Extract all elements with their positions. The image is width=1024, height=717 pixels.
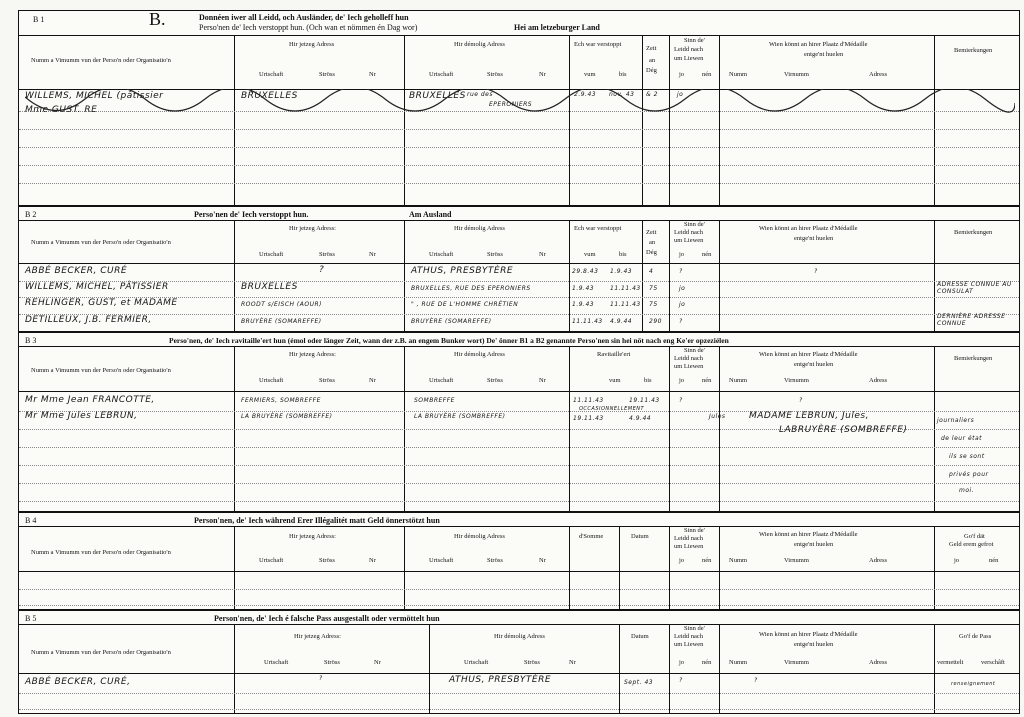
b1-row-zeit: & 2 (646, 91, 658, 98)
header-nen: nén (702, 71, 712, 78)
header-jo: jo (954, 557, 960, 564)
section-title: Person'nen, de' Iech é falsche Pass ausgestallt oder vermöttelt hun (214, 614, 440, 623)
header-numm: Numm (729, 659, 748, 666)
header-vermettelt: vermettelt (937, 659, 964, 666)
b2-row-note: DERNIÈRE ADRESSE CONNUE (937, 313, 1006, 327)
b3-row-note: moi. (959, 487, 975, 494)
b3-row-vum-2: 19.11.43 (573, 415, 604, 422)
section-b2 (18, 206, 1020, 332)
b2-row-addr-then: BRUYÈRE (SOMAREFFE) (411, 318, 492, 325)
b3-row-note: journaliers (937, 417, 975, 424)
section-letter: B. (149, 9, 166, 29)
b2-row-vum: 1.9.43 (572, 285, 595, 292)
header-virnumm: Virnumm (784, 71, 809, 78)
header-bis: bis (619, 71, 627, 78)
section-b1 (18, 10, 1020, 206)
section-title: Donnéen iwer all Leidd, och Ausländer, de' Iech geholleff hun (199, 13, 409, 22)
section-id: B 5 (25, 614, 37, 623)
header-medal-sub: entge'nt huelen (794, 641, 834, 648)
b2-row-addr-then: ATHUS, PRESBYTÈRE (411, 266, 514, 276)
b2-row-zeit: 4 (649, 268, 654, 275)
b2-row-zeit: 290 (649, 318, 662, 325)
header-sinn: Sinn de' (684, 37, 705, 44)
header-stross: Ströss (319, 71, 335, 78)
b3-row-addr-now-2: LA BRUYÈRE (SOMBREFFE) (241, 413, 333, 420)
b2-row-zeit: 75 (649, 301, 658, 308)
header-zeit: Zeit (646, 45, 657, 52)
header-liewen: um Liewen (674, 543, 704, 550)
b2-row-bis: 11.11.43 (610, 285, 641, 292)
header-nen: nén (702, 557, 712, 564)
header-leidd: Leidd nach (674, 355, 704, 362)
header-vum: vum (584, 251, 596, 258)
header-adress: Adress (869, 557, 888, 564)
b1-row-addr-then: BRUXELLES (409, 91, 466, 101)
b2-row-addr-now: BRUYÈRE (SOMAREFFE) (241, 318, 322, 325)
b2-row-jo: jo (679, 301, 686, 308)
b3-row-addr-then: SOMBREFFE (414, 397, 455, 404)
b2-row-name: DETILLEUX, J.B. FERMIER, (25, 315, 152, 325)
header-sinn: Sinn de' (684, 527, 705, 534)
header-name: Numm a Vimumm vun der Perso'n oder Organisatio'n (31, 549, 171, 556)
header-nr: Nr (369, 71, 376, 78)
header-medal: Wien könnt an hirer Plaatz d'Médaille (759, 225, 858, 232)
header-jo: jo (679, 251, 685, 258)
b3-row-vum: 11.11.43 (573, 397, 604, 404)
header-urtschaft: Urtschaft (264, 659, 289, 666)
strike-wave (25, 89, 1015, 123)
b3-row-medal: MADAME LEBRUN, Jules, (749, 411, 869, 421)
b1-row-vum: 2.9.43 (574, 91, 597, 98)
b3-row-medal-q: ? (799, 397, 803, 404)
header-stross: Ströss (487, 251, 503, 258)
b2-row-name: REHLINGER, GUST, et MADAME (25, 298, 178, 308)
header-gof: Go'f dät (964, 533, 985, 540)
b2-row-addr-then: BRUXELLES, RUE DES EPERONIERS (411, 285, 531, 292)
header-urtschaft: Urtschaft (259, 71, 284, 78)
header-zeit: Zeit (646, 229, 657, 236)
header-an: an (649, 57, 656, 64)
header-name: Numm a Vimumm vun der Perso'n oder Organisatio'n (31, 239, 171, 246)
b5-row-pass: renseignement (951, 681, 996, 687)
b3-row-addr-then-2: LA BRUYÈRE (SOMBREFFE) (414, 413, 506, 420)
header-nr: Nr (539, 71, 546, 78)
header-liewen: um Liewen (674, 237, 704, 244)
section-b5 (18, 610, 1020, 714)
section-id: B 2 (25, 210, 37, 219)
header-virnumm: Virnumm (784, 659, 809, 666)
b2-row-vum: 11.11.43 (572, 318, 603, 325)
header-ravitailleert: Ravitaille'ert (597, 351, 631, 358)
b2-row-jo: ? (679, 268, 683, 275)
header-jo: jo (679, 377, 685, 384)
section-subtitle-land: Hei am letzeburger Land (514, 23, 600, 32)
header-jo: jo (679, 659, 685, 666)
header-adress: Adress (869, 71, 888, 78)
header-sinn: Sinn de' (684, 625, 705, 632)
b3-row-note: de leur état (941, 435, 983, 442)
header-vum: vum (584, 71, 596, 78)
header-vum: vum (609, 377, 621, 384)
b2-row-bis: 4.9.44 (610, 318, 633, 325)
header-addr-then: Hir démolig Adress (454, 41, 505, 48)
b3-row-name: Mr Mme Jean FRANCOTTE, (25, 395, 155, 405)
header-urtschaft: Urtschaft (464, 659, 489, 666)
header-addr-now: Hir jetzeg Adress: (289, 351, 336, 358)
header-medal-sub: entge'nt huelen (794, 541, 834, 548)
header-bis: bis (644, 377, 652, 384)
header-name: Numm a Vimumm vun der Perso'n oder Organisatio'n (31, 649, 171, 656)
b1-row-jo: jo (677, 91, 684, 98)
header-an: an (649, 239, 656, 246)
header-urtschaft: Urtschaft (259, 557, 284, 564)
header-pass: Go'f de Pass (959, 633, 992, 640)
b1-row-addr-then-note-2: EPERONIERS (489, 101, 533, 108)
header-nr: Nr (369, 251, 376, 258)
header-bemierkungen: Bemierkungen (954, 355, 993, 362)
b1-row-addr-now: BRUXELLES (241, 91, 298, 101)
header-medal: Wien könnt an hirer Plaatz d'Médaille (759, 631, 858, 638)
b2-row-bis: 1.9.43 (610, 268, 633, 275)
header-verstoppt: Ech war verstoppt (574, 41, 622, 48)
b2-row-note: ADRESSE CONNUE AU CONSULAT (937, 281, 1012, 295)
header-sinn: Sinn de' (684, 347, 705, 354)
b5-row-addr-then: ATHUS, PRESBYTÈRE (449, 675, 552, 685)
section-title-abroad: Am Ausland (409, 210, 452, 219)
header-urtschaft: Urtschaft (429, 557, 454, 564)
header-deg: Dég (646, 67, 657, 74)
b3-row-addr-now: FERMIERS, SOMBREFFE (241, 397, 321, 404)
header-addr-now: Hir jetzeg Adress: (294, 633, 341, 640)
b3-row-medal-2: LABRUYÈRE (SOMBREFFE) (779, 425, 908, 435)
header-numm: Numm (729, 377, 748, 384)
header-deg: Dég (646, 249, 657, 256)
header-sinn: Sinn de' (684, 221, 705, 228)
header-medal: Wien könnt an hirer Plaatz d'Médaille (769, 41, 868, 48)
header-jo: jo (679, 71, 685, 78)
header-addr-then: Hir démolig Adress (494, 633, 545, 640)
header-nr: Nr (539, 251, 546, 258)
header-adress: Adress (869, 377, 888, 384)
section-id: B 1 (33, 15, 45, 24)
b5-row-datum: Sept. 43 (624, 679, 654, 686)
header-nr: Nr (539, 557, 546, 564)
header-nr: Nr (369, 377, 376, 384)
header-addr-then: Hir démolig Adress (454, 533, 505, 540)
section-id: B 3 (25, 336, 37, 345)
header-bemierkungen: Bemierkungen (954, 47, 993, 54)
header-nen: nén (702, 659, 712, 666)
b2-row-medal: ? (814, 268, 818, 275)
header-stross: Ströss (524, 659, 540, 666)
b5-row-jo: ? (679, 677, 683, 684)
section-title: Person'nen, de' Iech während Erer Illégalitét matt Geld önnerstötzt hun (194, 516, 440, 525)
header-urtschaft: Urtschaft (259, 251, 284, 258)
header-jo: jo (679, 557, 685, 564)
b2-row-name: ABBÉ BECKER, CURÉ (25, 266, 128, 276)
b1-row-bis: nov. 43 (609, 91, 635, 98)
b2-row-vum: 29.8.43 (572, 268, 599, 275)
header-medal: Wien könnt an hirer Plaatz d'Médaille (759, 531, 858, 538)
header-liewen: um Liewen (674, 55, 704, 62)
header-datum: Datum (631, 633, 649, 640)
header-addr-now: Hir jetzeg Adress: (289, 533, 336, 540)
header-medal-sub: entge'nt huelen (804, 51, 844, 58)
header-dsomme: d'Somme (579, 533, 604, 540)
header-verstoppt: Ech war verstoppt (574, 225, 622, 232)
header-stross: Ströss (487, 557, 503, 564)
header-liewen: um Liewen (674, 363, 704, 370)
header-liewen: um Liewen (674, 641, 704, 648)
header-urtschaft: Urtschaft (429, 251, 454, 258)
b1-row-name-2: Mme GUST. RE (25, 105, 98, 115)
header-nen: nén (989, 557, 999, 564)
header-bis: bis (619, 251, 627, 258)
header-stross: Ströss (319, 251, 335, 258)
header-stross: Ströss (487, 377, 503, 384)
header-bemierkungen: Bemierkungen (954, 229, 993, 236)
header-addr-then: Hir démolig Adress (454, 225, 505, 232)
header-nr: Nr (369, 557, 376, 564)
header-stross: Ströss (319, 377, 335, 384)
b3-row-vum-note: OCCASIONNELLEMENT (579, 406, 645, 412)
header-verschaft: verschâft (981, 659, 1005, 666)
header-urtschaft: Urtschaft (429, 377, 454, 384)
header-addr-then: Hir démolig Adress (454, 351, 505, 358)
section-title: Perso'nen, de' Iech ravitaille'ert hun (émol oder länger Zeit, wann der z.B. an engem Bunker wort) De' önner B1 a B2 genannte Perso'nen sin hei nöt nach eng Ke'er opzeziélen (169, 336, 729, 345)
b5-row-medal: ? (754, 677, 758, 684)
header-virnumm: Virnumm (784, 377, 809, 384)
b3-row-note: ils se sont (949, 453, 985, 460)
b3-row-jo: ? (679, 397, 683, 404)
b5-row-addr-now: ? (319, 675, 323, 682)
section-subtitle: Perso'nen de' Iech verstoppt hun. (Och wan et nömmen én Dag wor) (199, 23, 418, 32)
header-leidd: Leidd nach (674, 535, 704, 542)
header-numm: Numm (729, 71, 748, 78)
header-addr-now: Hir jetzeg Adress (289, 41, 335, 48)
b2-row-addr-now: ? (319, 265, 325, 275)
header-medal-sub: entge'nt huelen (794, 361, 834, 368)
header-numm: Numm (729, 557, 748, 564)
header-stross: Ströss (487, 71, 503, 78)
header-nr: Nr (374, 659, 381, 666)
header-nen: nén (702, 251, 712, 258)
header-medal: Wien könnt an hirer Plaatz d'Médaille (759, 351, 858, 358)
b2-row-name: WILLEMS, MICHEL, PÂTISSIER (25, 282, 169, 292)
header-stross: Ströss (324, 659, 340, 666)
header-datum: Datum (631, 533, 649, 540)
b2-row-jo: ? (679, 318, 683, 325)
header-leidd: Leidd nach (674, 229, 704, 236)
b2-row-addr-now: ROODT s/EISCH (AOUR) (241, 301, 323, 308)
b2-row-vum: 1.9.43 (572, 301, 595, 308)
b2-row-zeit: 75 (649, 285, 658, 292)
header-leidd: Leidd nach (674, 633, 704, 640)
b3-row-jo-2: Jules (709, 413, 726, 420)
b3-row-name-2: Mr Mme Jules LEBRUN, (25, 411, 138, 421)
header-urtschaft: Urtschaft (429, 71, 454, 78)
b3-row-note: privés pour (949, 471, 989, 478)
b1-row-addr-then-note: rue des (467, 91, 493, 98)
b2-row-jo: jo (679, 285, 686, 292)
header-nen: nén (702, 377, 712, 384)
b2-row-addr-now: BRUXELLES (241, 282, 298, 292)
b3-row-bis-2: 4.9.44 (629, 415, 652, 422)
header-medal-sub: entge'nt huelen (794, 235, 834, 242)
header-name: Numm a Vimumm vun der Perso'n oder Organisatio'n (31, 367, 171, 374)
section-b3 (18, 332, 1020, 512)
header-stross: Ströss (319, 557, 335, 564)
section-id: B 4 (25, 516, 37, 525)
header-name: Numm a Vimumm vun der Perso'n oder Organisatio'n (31, 57, 171, 64)
header-gof-sub: Geld erem gefrot (949, 541, 994, 548)
header-nr: Nr (539, 377, 546, 384)
b3-row-bis: 19.11.43 (629, 397, 660, 404)
header-urtschaft: Urtschaft (259, 377, 284, 384)
header-virnumm: Virnumm (784, 557, 809, 564)
b1-row-name: WILLEMS, MICHEL (pâtissier (25, 91, 164, 101)
section-title: Perso'nen de' Iech verstoppt hun. (194, 210, 309, 219)
b2-row-addr-then: " , RUE DE L'HOMME CHRÉTIEN (411, 301, 519, 308)
header-addr-now: Hir jetzeg Adress: (289, 225, 336, 232)
section-b4 (18, 512, 1020, 610)
header-adress: Adress (869, 659, 888, 666)
b5-row-name: ABBÉ BECKER, CURÉ, (25, 677, 131, 687)
header-leidd: Leidd nach (674, 46, 704, 53)
b2-row-bis: 11.11.43 (610, 301, 641, 308)
header-nr: Nr (569, 659, 576, 666)
